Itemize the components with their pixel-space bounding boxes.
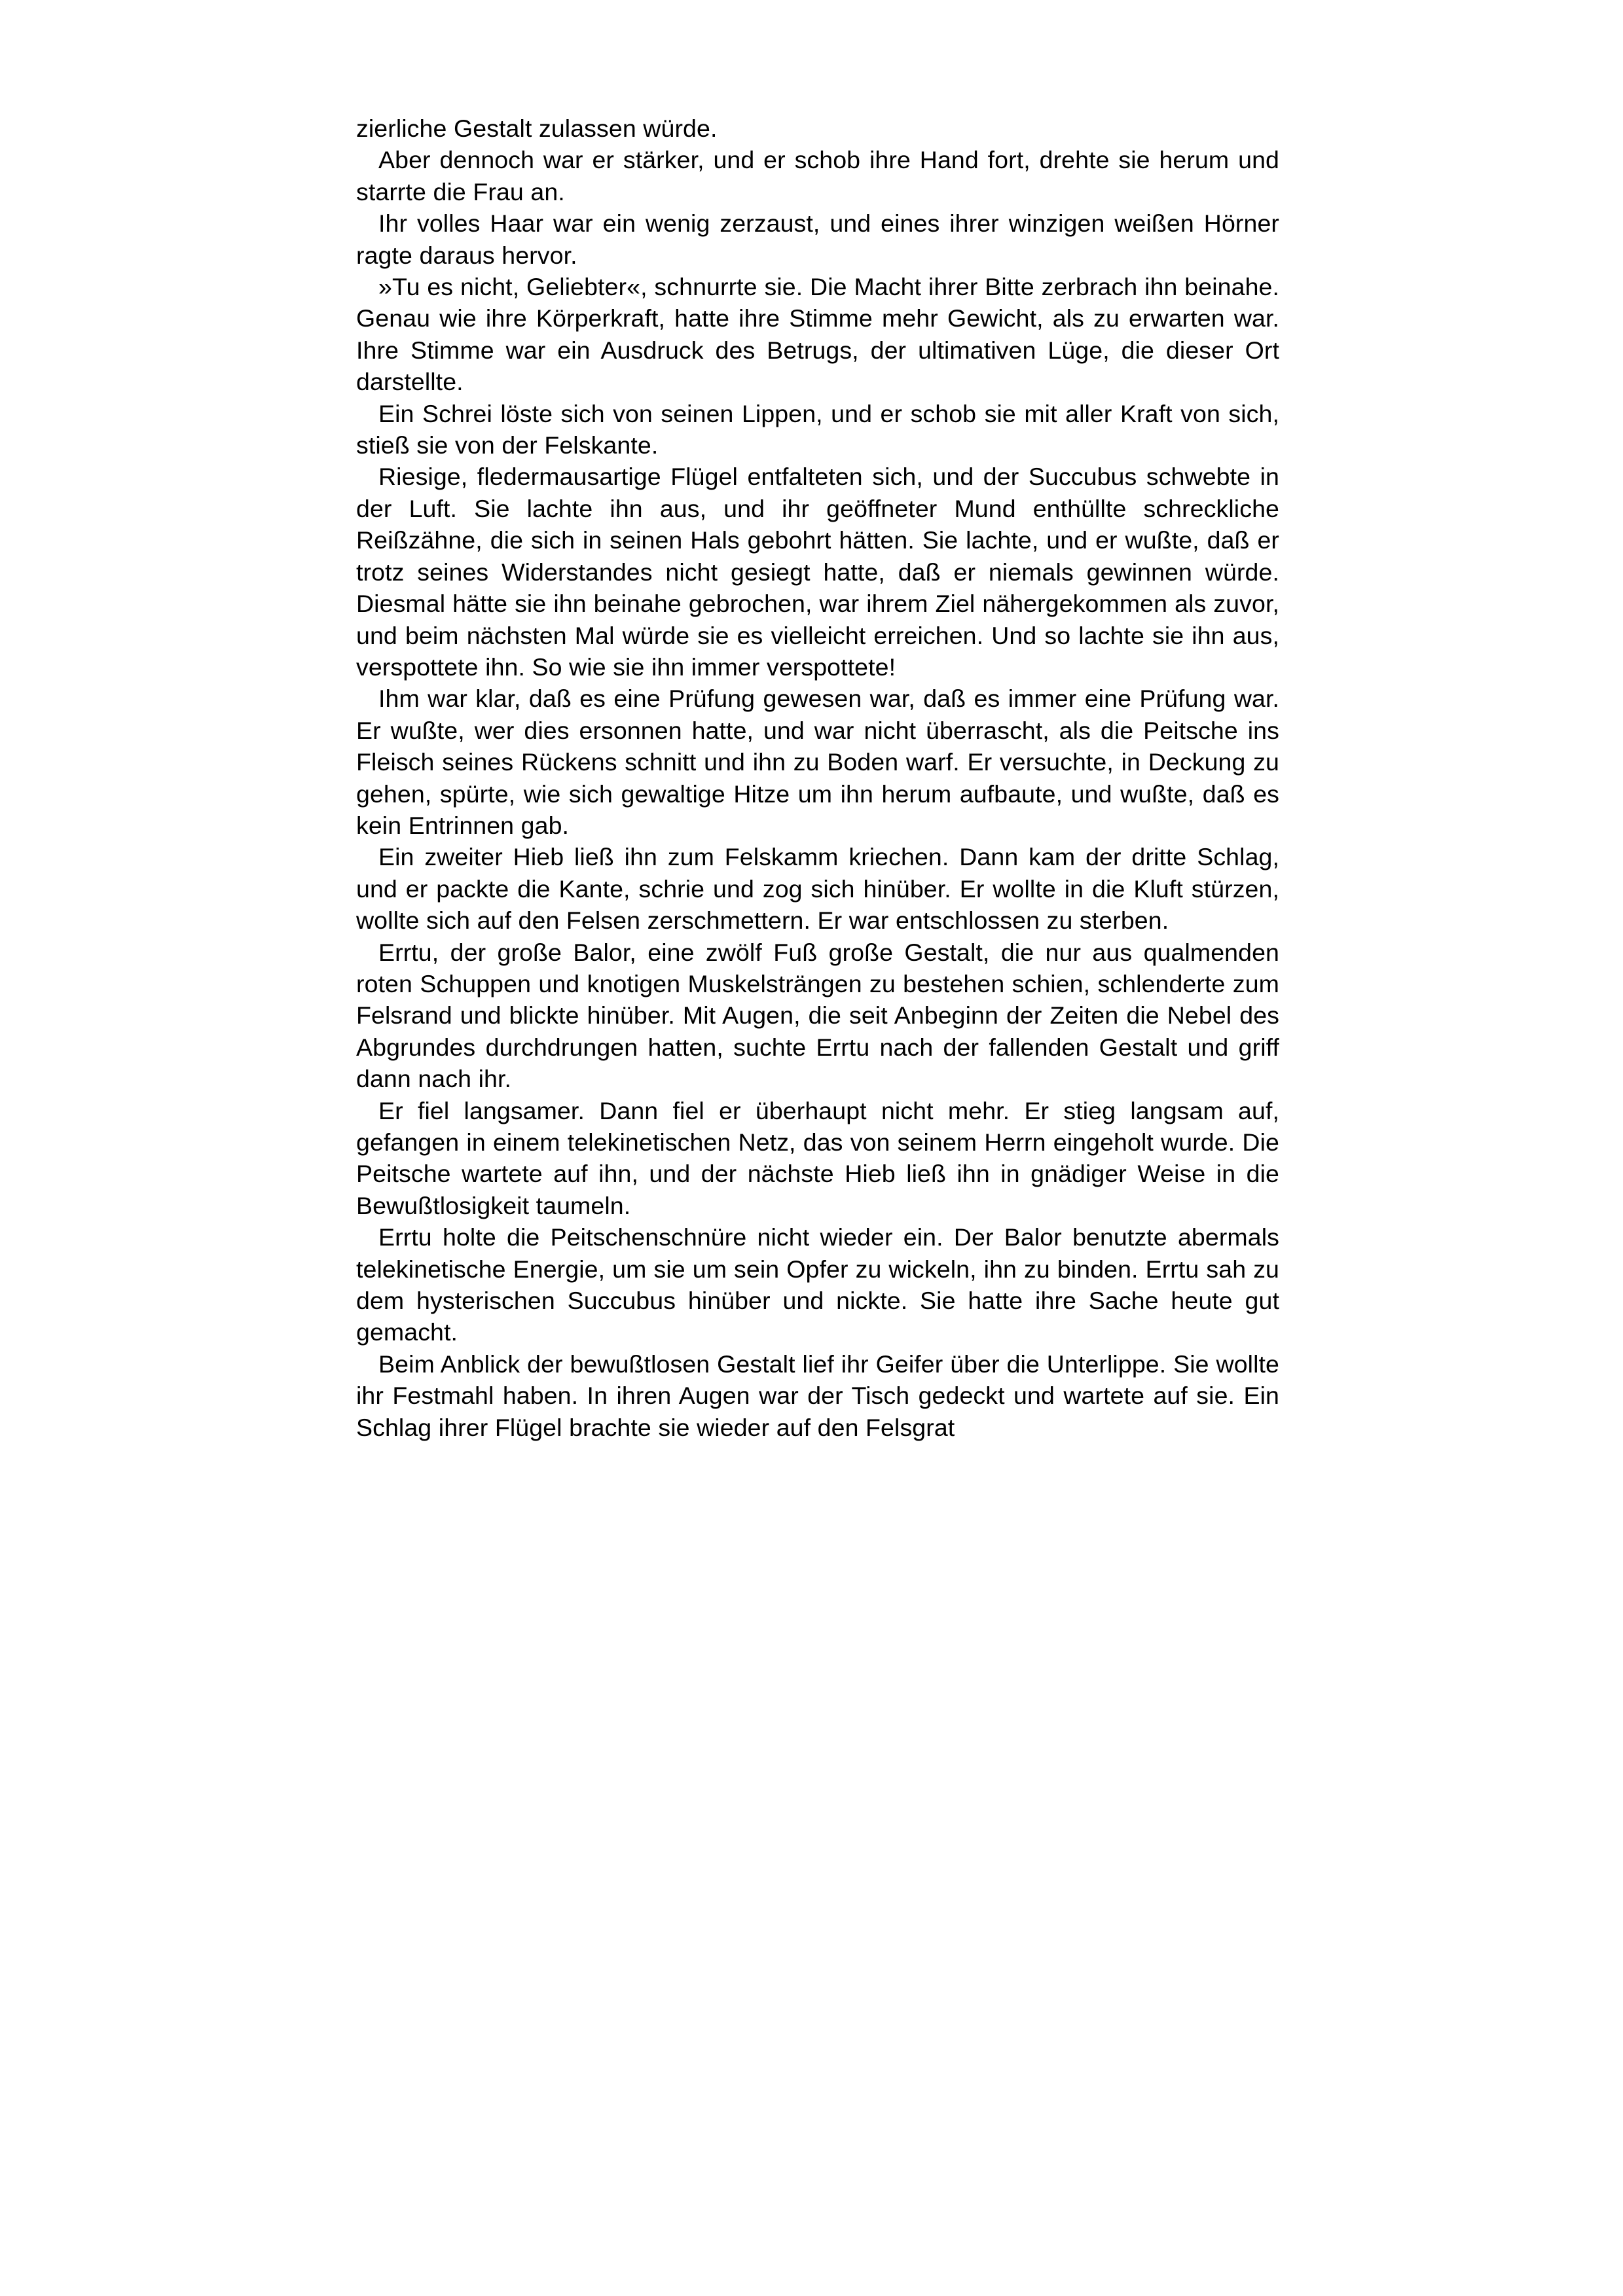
paragraph-5: Ein Schrei löste sich von seinen Lippen, und er schob sie mit aller Kraft von sich, stieß sie von der Felskante. [356,399,1279,459]
paragraph-7: Ihm war klar, daß es eine Prüfung gewesen war, daß es immer eine Prüfung war. Er wußte, wer dies ersonnen hatte, und war nicht überrascht, als die Peitsche ins Fleisch seines Rückens schnitt und ihn zu Boden warf. Er versuchte, in Deckung zu gehen, spürte, wie sich gewaltige Hitze um ihn herum aufbaute, und wußte, daß es kein Entrinnen gab. [356,685,1279,839]
paragraph-4: »Tu es nicht, Geliebter«, schnurrte sie. Die Macht ihrer Bitte zerbrach ihn beinahe. Genau wie ihre Körperkraft, hatte ihre Stimme mehr Gewicht, als zu erwarten war. Ihre Stimme war ein Ausdruck des Betrugs, der ultimativen Lüge, die dieser Ort darstellte. [356,273,1279,396]
paragraph-8: Ein zweiter Hieb ließ ihn zum Felskamm kriechen. Dann kam der dritte Schlag, und er packte die Kante, schrie und zog sich hinüber. Er wollte in die Kluft stürzen, wollte sich auf den Felsen zerschmettern. Er war entschlossen zu sterben. [356,843,1279,935]
paragraph-12: Beim Anblick der bewußtlosen Gestalt lief ihr Geifer über die Unterlippe. Sie wollte ihr Festmahl haben. In ihren Augen war der Tisch gedeckt und wartete auf sie. Ein Schlag ihrer Flügel brachte sie wieder auf den Felsgrat [356,1350,1279,1441]
paragraph-6: Riesige, fledermausartige Flügel entfalteten sich, und der Succubus schwebte in der Luft. Sie lachte ihn aus, und ihr geöffneter Mund enthüllte schreckliche Reißzähne, die sich in seinen Hals gebohrt hätten. Sie lachte, und er wußte, daß er trotz seines Widerstandes nicht gesiegt hatte, daß er niemals gewinnen würde. Diesmal hätte sie ihn beinahe gebrochen, war ihrem Ziel nähergekommen als zuvor, und beim nächsten Mal würde sie es vielleicht erreichen. Und so lachte sie ihn aus, verspottete ihn. So wie sie ihn immer verspottete! [356,463,1279,681]
paragraph-1: zierliche Gestalt zulassen würde. [356,115,718,142]
paragraph-2: Aber dennoch war er stärker, und er schob ihre Hand fort, drehte sie herum und starrte die Frau an. [356,146,1279,206]
paragraph-3: Ihr volles Haar war ein wenig zerzaust, und eines ihrer winzigen weißen Hörner ragte daraus hervor. [356,209,1279,269]
paragraph-11: Errtu holte die Peitschenschnüre nicht wieder ein. Der Balor benutzte abermals telekinetische Energie, um sie um sein Opfer zu wickeln, ihn zu binden. Errtu sah zu dem hysterischen Succubus hinüber und nickte. Sie hatte ihre Sache heute gut gemacht. [356,1223,1279,1346]
body-text [356,113,1279,1443]
paragraph-9: Errtu, der große Balor, eine zwölf Fuß große Gestalt, die nur aus qualmenden roten Schuppen und knotigen Muskelsträngen zu bestehen schien, schlenderte zum Felsrand und blickte hinüber. Mit Augen, die seit Anbeginn der Zeiten die Nebel des Abgrundes durchdrungen hatten, suchte Errtu nach der fallenden Gestalt und griff dann nach ihr. [356,938,1279,1093]
paragraph-10: Er fiel langsamer. Dann fiel er überhaupt nicht mehr. Er stieg langsam auf, gefangen in einem telekinetischen Netz, das von seinem Herrn eingeholt wurde. Die Peitsche wartete auf ihn, und der nächste Hieb ließ ihn in gnädiger Weise in die Bewußtlosigkeit taumeln. [356,1096,1279,1219]
